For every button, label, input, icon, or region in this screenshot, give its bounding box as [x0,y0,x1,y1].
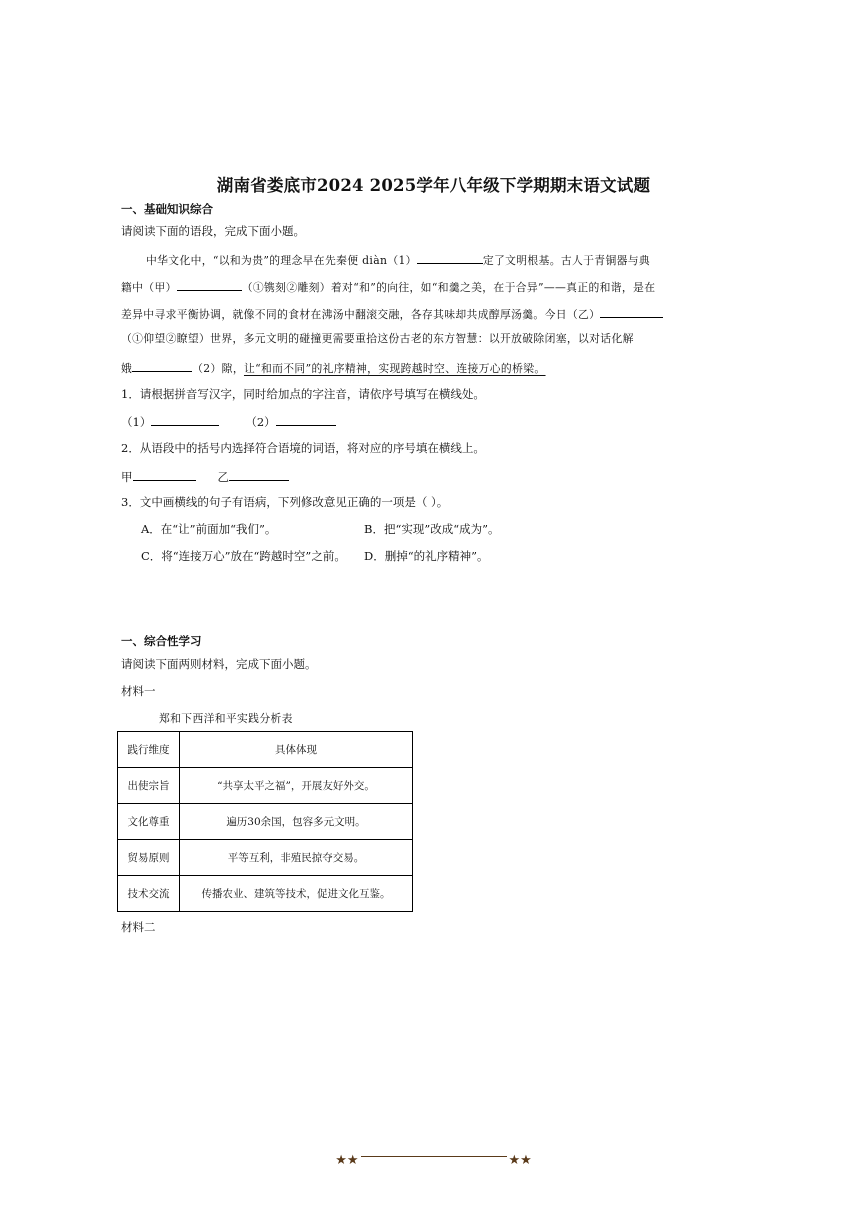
passage-line-3a: 差异中寻求平衡协调，就像不同的食材在沸汤中翻滚交融，各存其味却共成醇厚汤羹。今日（乙） [121,308,601,321]
page-title: 湖南省娄底市2024 2025学年八年级下学期期末语文试题 [216,176,651,195]
table-row [118,768,413,804]
passage-line-1 [146,250,650,268]
blank-jia[interactable] [177,277,242,291]
passage-line-2b: （①镌刻②雕刻）着对“和”的向往，如“和羹之美，在于合异”——真正的和谐，是在 [241,281,656,294]
passage-line-2 [121,277,655,295]
underlined-sentence: 让“和而不同”的礼序精神，实现跨越时空、连接万心的桥梁。 [243,362,546,375]
option-a[interactable]: A．在“让”前面加“我们”。 [141,522,277,536]
option-d[interactable]: D．删掉“的礼序精神”。 [364,549,489,563]
table-row [118,840,413,876]
question-2: 2．从语段中的括号内选择符合语境的词语，将对应的序号填在横线上。 [121,441,485,455]
q2-label-jia: 甲 [121,470,133,484]
q2-label-yi: 乙 [217,470,229,484]
table-header-cell: 践行维度 [118,732,180,768]
table-cell: 技术交流 [118,876,180,912]
table-cell: 文化尊重 [118,804,180,840]
passage-line-4: （①仰望②瞭望）世界，多元文明的碰撞更需要重拾这份古老的东方智慧：以开放破除闭塞，以对话化解 [121,332,634,345]
table-cell: 传播农业、建筑等技术，促进文化互鉴。 [180,876,413,912]
table-header-row [118,732,413,768]
section2-intro: 请阅读下面两则材料，完成下面小题。 [121,657,317,671]
table-header-cell: 具体体现 [180,732,413,768]
section1-heading: 一、基础知识综合 [121,202,213,216]
passage-line-5a: 娥 [121,362,133,375]
section2-heading: 一、综合性学习 [121,634,202,648]
star-icon: ★★ [335,1153,359,1168]
table-cell: 贸易原则 [118,840,180,876]
q2-answer-jia[interactable] [133,467,196,481]
table-cell: 出使宗旨 [118,768,180,804]
table-cell: “共享太平之福”，开展友好外交。 [180,768,413,804]
blank-yi[interactable] [600,304,663,318]
question-2-answers [121,467,289,485]
table-caption: 郑和下西洋和平实践分析表 [159,712,293,725]
table-row [118,876,413,912]
blank-1[interactable] [417,250,483,264]
q1-answer-1[interactable] [151,412,219,426]
blank-2[interactable] [132,358,192,372]
q2-answer-yi[interactable] [229,467,289,481]
q1-label-1: （1） [121,415,152,429]
star-icon: ★★ [508,1153,532,1168]
zhenghe-table [117,731,413,912]
passage-line-1a: 中华文化中，“以和为贵”的理念早在先秦便 diàn（1） [146,254,417,267]
passage-line-5 [121,358,546,376]
passage-line-2a: 籍中（甲） [121,281,177,294]
material-1-label: 材料一 [121,684,156,698]
section1-intro: 请阅读下面的语段，完成下面小题。 [121,224,305,238]
passage-line-1b: 定了文明根基。古人于青铜器与典 [482,254,651,267]
material-2-label: 材料二 [121,920,156,934]
question-1-answers [121,412,336,430]
option-b[interactable]: B．把“实现”改成“成为”。 [364,522,500,536]
passage-line-5b: （2）隙， [192,362,244,375]
page-footer [0,1149,867,1168]
table-cell: 平等互利，非殖民掠夺交易。 [180,840,413,876]
question-3: 3．文中画横线的句子有语病，下列修改意见正确的一项是（ ）。 [121,495,449,509]
q1-label-2: （2） [245,415,276,429]
table-row [118,804,413,840]
question-1: 1．请根据拼音写汉字，同时给加点的字注音，请依序号填写在横线处。 [121,387,485,401]
table-cell: 遍历30余国，包容多元文明。 [180,804,413,840]
option-c[interactable]: C．将“连接万心”放在“跨越时空”之前。 [141,549,346,563]
footer-divider [361,1156,507,1157]
passage-line-3 [121,304,663,322]
q1-answer-2[interactable] [276,412,336,426]
